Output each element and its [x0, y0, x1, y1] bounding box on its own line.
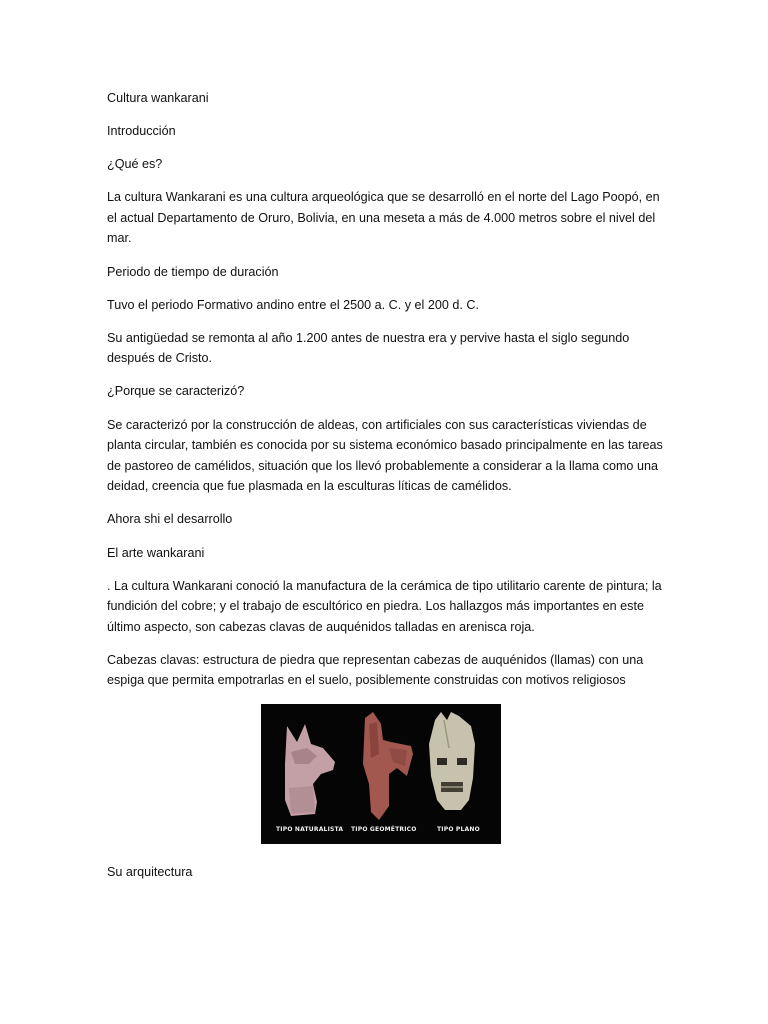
paragraph-why: Se caracterizó por la construcción de aldeas, con artificiales con sus características viviendas de planta circular, también es conocida por su sistema económico basado principalmente en las tareas de pastoreo de camélidos, situación que los llevó probablemente a considerar a la llama como una deidad, creencia que fue plasmada en la esculturas líticas de camélidos.	[107, 417, 663, 494]
question-why: ¿Porque se caracterizó?	[107, 384, 245, 399]
question-what: ¿Qué es?	[107, 157, 163, 172]
caption-naturalista: TIPO NATURALISTA	[276, 825, 344, 833]
paragraph-what: La cultura Wankarani es una cultura arqueológica que se desarrolló en el norte del Lago Poopó, en el actual Departamento de Oruro, Bolivia, en una meseta a más de 4.000 metros sobre el nivel del mar.	[107, 190, 660, 246]
figure-container	[107, 704, 663, 844]
paragraph-clavas: Cabezas clavas: estructura de piedra que representan cabezas de auquénidos (llamas) con una espiga que permita empotrarlas en el suelo, posiblemente construidas con motivos religiosos	[107, 652, 644, 688]
intro-heading: Introducción	[107, 124, 176, 139]
document-body	[107, 88, 663, 895]
development-heading: Ahora shi el desarrollo	[107, 512, 233, 527]
paragraph-art: . La cultura Wankarani conoció la manufactura de la cerámica de tipo utilitario carente de pintura; la fundición del cobre; y el trabajo de escultórico en piedra. Los hallazgos más importantes en este último aspecto, son cabezas clavas de auquénidos talladas en arenisca roja.	[107, 578, 662, 634]
caption-plano: TIPO PLANO	[437, 825, 480, 833]
architecture-heading: Su arquitectura	[107, 864, 193, 879]
paragraph-period-2: Su antigüedad se remonta al año 1.200 antes de nuestra era y pervive hasta el siglo segundo después de Cristo.	[107, 330, 630, 366]
caption-geometrico: TIPO GEOMÉTRICO	[351, 825, 417, 833]
art-heading: El arte wankarani	[107, 545, 205, 560]
document-title: Cultura wankarani	[107, 91, 209, 105]
paragraph-period-1: Tuvo el periodo Formativo andino entre el 2500 a. C. y el 200 d. C.	[107, 297, 479, 312]
clavas-image	[261, 704, 501, 844]
plano-head	[429, 712, 475, 810]
period-heading: Periodo de tiempo de duración	[107, 264, 279, 279]
